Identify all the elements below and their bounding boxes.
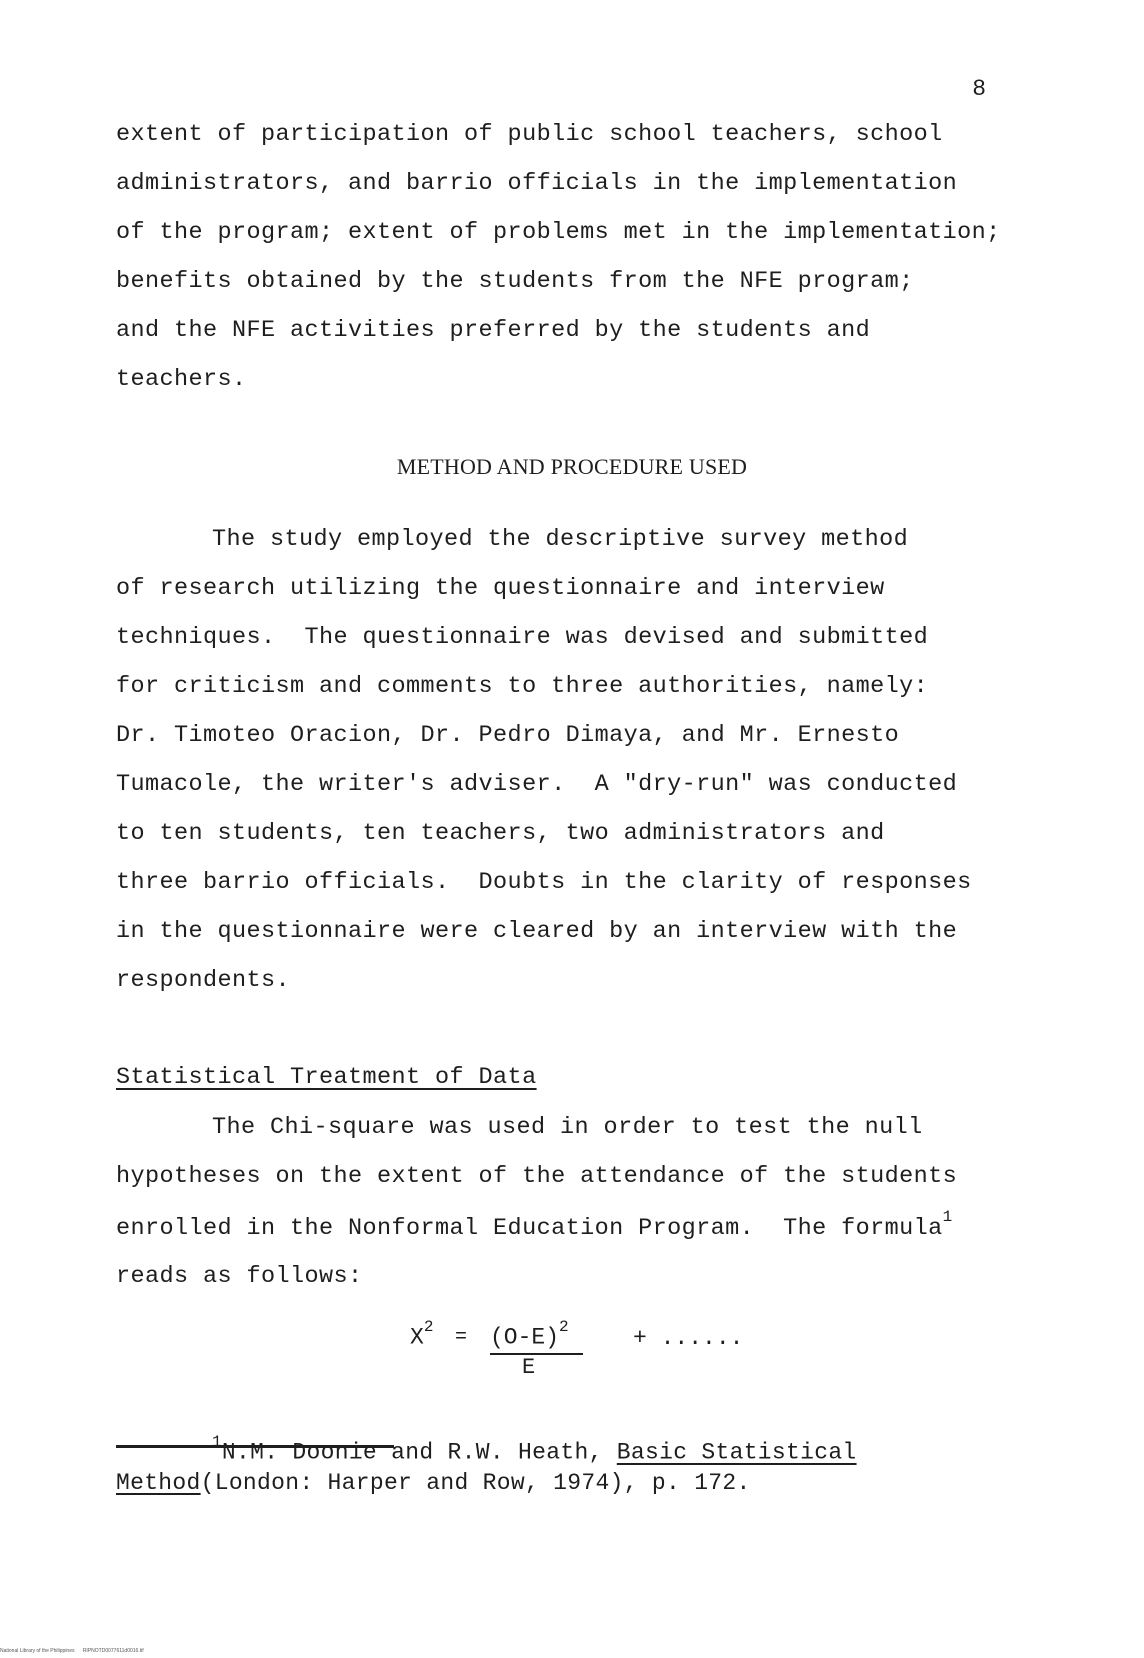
paragraph-2-line: Dr. Timoteo Oracion, Dr. Pedro Dimaya, and Mr. Ernesto	[116, 722, 900, 749]
paragraph-2-line: of research utilizing the questionnaire and interview	[116, 575, 885, 602]
formula-lhs-exponent: 2	[423, 1318, 434, 1336]
formula-numerator-text: (O-E)	[490, 1324, 560, 1351]
paragraph-3-line: hypotheses on the extent of the attendance of the students	[116, 1163, 958, 1190]
paragraph-3-line: The Chi-square was used in order to test the null	[212, 1114, 923, 1141]
footnote-marker: 1	[212, 1433, 222, 1451]
formula-equals: =	[455, 1326, 468, 1349]
paragraph-2-line: three barrio officials. Doubts in the clarity of responses	[116, 869, 972, 896]
subsection-heading: Statistical Treatment of Data	[116, 1064, 537, 1091]
paragraph-3-line: reads as follows:	[116, 1263, 363, 1290]
paragraph-3-line-with-footnote-ref	[116, 1208, 953, 1242]
paragraph-2-line: techniques. The questionnaire was devised and submitted	[116, 624, 929, 651]
formula-continuation: + ......	[633, 1325, 744, 1351]
paragraph-1-line: of the program; extent of problems met in the implementation;	[116, 219, 1001, 246]
footnote-title-continued: Method	[116, 1470, 201, 1496]
paragraph-2-line: for criticism and comments to three authorities, namely:	[116, 673, 929, 700]
formula-lhs	[410, 1318, 434, 1351]
page-number: 8	[972, 76, 986, 102]
paragraph-1-line: extent of participation of public school teachers, school	[116, 121, 943, 148]
footnote-authors: N.M. Doonie and R.W. Heath,	[221, 1439, 617, 1466]
formula-numerator-exponent: 2	[559, 1318, 569, 1336]
paragraph-2-line: in the questionnaire were cleared by an interview with the	[116, 918, 958, 945]
footnote-title: Basic Statistical	[616, 1439, 857, 1466]
paragraph-2-line: respondents.	[116, 967, 291, 994]
archive-stamp: National Library of the Philippines RIPNOTD0077611d0016.tif	[0, 1648, 144, 1654]
section-heading: METHOD AND PROCEDURE USED	[396, 454, 748, 479]
footnote-reference: 1	[942, 1208, 953, 1226]
paragraph-2-line: to ten students, ten teachers, two administrators and	[116, 820, 885, 847]
formula-numerator	[490, 1318, 583, 1355]
footnote-line-1	[212, 1433, 857, 1466]
paragraph-2-line: Tumacole, the writer's adviser. A "dry-run" was conducted	[116, 771, 958, 798]
paragraph-1-line: administrators, and barrio officials in the implementation	[116, 170, 958, 197]
paragraph-3-line: enrolled in the Nonformal Education Program. The formula	[116, 1214, 943, 1242]
paragraph-1-line: and the NFE activities preferred by the students and	[116, 317, 871, 344]
paragraph-1-line: teachers.	[116, 366, 247, 393]
footnote-publication: (London: Harper and Row, 1974), p. 172.	[200, 1470, 751, 1496]
paragraph-2-line: The study employed the descriptive survey method	[212, 526, 909, 553]
footnote-line-2	[116, 1470, 751, 1496]
paragraph-1-line: benefits obtained by the students from the NFE program;	[116, 268, 914, 295]
formula-denominator: E	[522, 1355, 536, 1380]
formula-lhs-symbol: X	[410, 1324, 424, 1351]
